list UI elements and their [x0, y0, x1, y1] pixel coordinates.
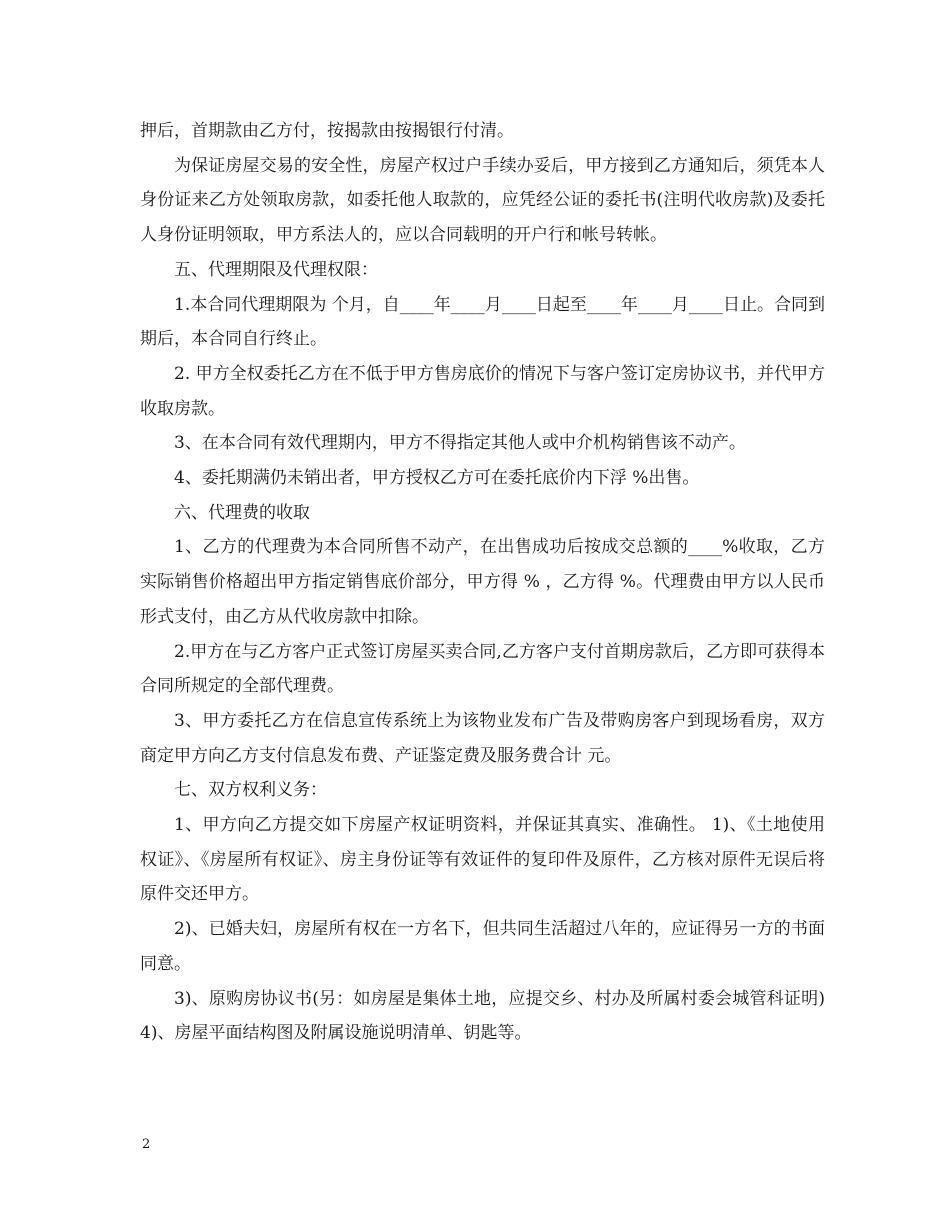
document-body	[140, 114, 825, 1051]
section-heading-rights-obligations: 七、双方权利义务：	[174, 780, 327, 801]
clause-advertising-fee: 3、甲方委托乙方在信息宣传系统上为该物业发布广告及带购房客户到现场看房，双方商定甲方向乙方支付信息发布费、产证鉴定费及服务费合计 元。	[140, 710, 825, 766]
clause-full-authorization: 2. 甲方全权委托乙方在不低于甲方售房底价的情况下与客户签订定房协议书，并代甲方收取房款。	[140, 363, 825, 419]
section-heading-agency-term: 五、代理期限及代理权限：	[174, 259, 378, 280]
clause-ownership-documents: 1、甲方向乙方提交如下房屋产权证明资料，并保证其真实、准确性。 1)、《土地使用权证》、《房屋所有权证》、房主身份证等有效证件的复印件及原件，乙方核对原件无误后将原件交还甲方。	[140, 815, 825, 905]
clause-fee-entitlement: 2.甲方在与乙方客户正式签订房屋买卖合同,乙方客户支付首期房款后，乙方即可获得本合同所规定的全部代理费。	[140, 641, 825, 697]
clause-agency-period: 1.本合同代理期限为 个月，自____年____月____日起至____年____月____日止。合同到期后，本合同自行终止。	[140, 294, 825, 350]
clause-fee-rate: 1、乙方的代理费为本合同所售不动产，在出售成功后按成交总额的____%收取，乙方实际销售价格超出甲方指定销售底价部分，甲方得 % ，乙方得 %。代理费由甲方以人民币形式支付，由乙方从代收房款中扣除。	[140, 537, 825, 627]
clause-spouse-consent: 2)、已婚夫妇，房屋所有权在一方名下，但共同生活超过八年的，应证得另一方的书面同意。	[140, 919, 825, 974]
clause-price-reduction: 4、委托期满仍未销出者，甲方授权乙方可在委托底价内下浮 %出售。	[174, 468, 700, 489]
section-heading-agency-fee: 六、代理费的收取	[174, 502, 310, 523]
clause-exclusive-agency: 3、在本合同有效代理期内，甲方不得指定其他人或中介机构销售该不动产。	[174, 433, 746, 454]
paragraph-payment-security: 为保证房屋交易的安全性，房屋产权过户手续办妥后，甲方接到乙方通知后，须凭本人身份证来乙方处领取房款，如委托他人取款的，应凭经公证的委托书(注明代收房款)及委托人身份证明领取，甲方系法人的，应以合同载明的开户行和帐号转帐。	[140, 155, 825, 246]
page-number: 2	[142, 1137, 151, 1152]
clause-original-agreement: 3)、原购房协议书(另：如房屋是集体土地，应提交乡、村办及所属村委会城管科证明) 4)、房屋平面结构图及附属设施说明清单、钥匙等。	[140, 988, 825, 1044]
paragraph-continuation: 押后，首期款由乙方付，按揭款由按揭银行付清。	[140, 121, 514, 141]
